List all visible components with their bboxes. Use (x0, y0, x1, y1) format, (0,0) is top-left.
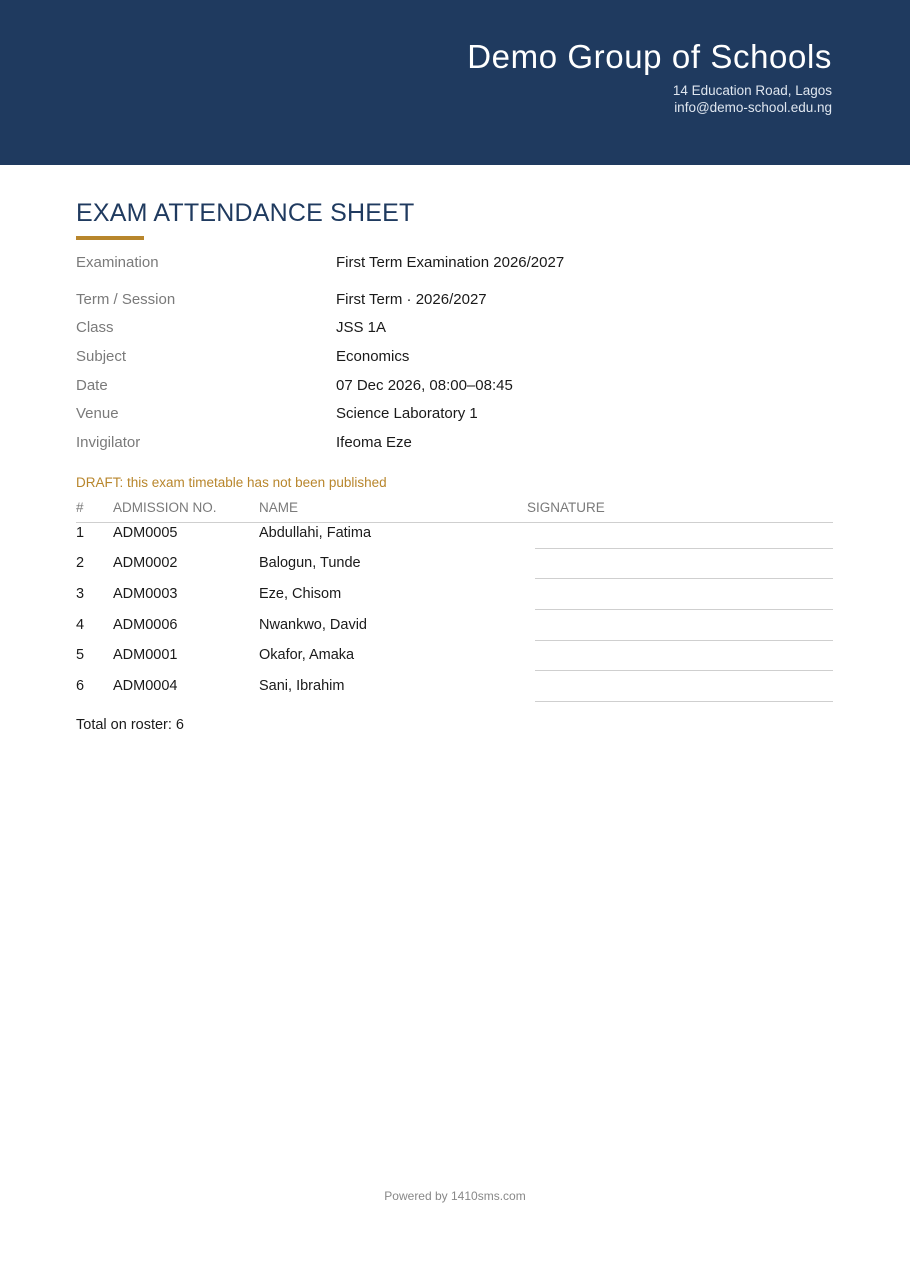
meta-row-subject (76, 348, 836, 368)
table-row (76, 555, 833, 585)
school-address: 14 Education Road, Lagos (672, 83, 832, 98)
document-title: EXAM ATTENDANCE SHEET (76, 199, 415, 227)
row-admission-no: ADM0006 (113, 617, 178, 633)
meta-row-date (76, 377, 836, 397)
signature-line (535, 578, 833, 579)
meta-value-date: 07 Dec 2026, 08:00–08:45 (336, 377, 513, 394)
meta-label-examination: Examination (76, 254, 159, 271)
signature-line (535, 609, 833, 610)
meta-value-venue: Science Laboratory 1 (336, 405, 478, 422)
column-header-signature: SIGNATURE (527, 500, 605, 515)
row-number: 6 (76, 678, 85, 694)
column-header-admission: ADMISSION NO. (113, 500, 217, 515)
table-row (76, 617, 833, 647)
meta-value-subject: Economics (336, 348, 410, 365)
row-student-name: Sani, Ibrahim (259, 678, 345, 694)
school-email: info@demo-school.edu.ng (674, 100, 832, 115)
school-name: Demo Group of Schools (467, 38, 832, 75)
row-student-name: Abdullahi, Fatima (259, 525, 372, 541)
roster-total: Total on roster: 6 (76, 717, 184, 733)
table-row (76, 586, 833, 616)
meta-label-venue: Venue (76, 405, 119, 422)
meta-row-class (76, 319, 836, 339)
row-admission-no: ADM0004 (113, 678, 178, 694)
school-header (0, 0, 910, 165)
row-admission-no: ADM0005 (113, 525, 178, 541)
table-row (76, 678, 833, 708)
meta-label-date: Date (76, 377, 108, 394)
row-number: 3 (76, 586, 85, 602)
row-number: 5 (76, 647, 85, 663)
signature-line (535, 640, 833, 641)
signature-line (535, 548, 833, 549)
meta-value-term-session: First Term · 2026/2027 (336, 291, 487, 308)
meta-value-examination: First Term Examination 2026/2027 (336, 254, 565, 271)
signature-line (535, 701, 833, 702)
row-student-name: Okafor, Amaka (259, 647, 355, 663)
row-admission-no: ADM0001 (113, 647, 178, 663)
meta-label-term-session: Term / Session (76, 291, 176, 308)
meta-label-class: Class (76, 319, 114, 336)
footer-powered-by: Powered by 1410sms.com (384, 1189, 526, 1203)
column-header-number: # (76, 500, 84, 515)
table-row (76, 525, 833, 555)
meta-row-examination (76, 254, 836, 274)
row-admission-no: ADM0002 (113, 555, 178, 571)
row-student-name: Nwankwo, David (259, 617, 367, 633)
meta-label-subject: Subject (76, 348, 127, 365)
attendance-table-header (76, 500, 833, 523)
meta-label-invigilator: Invigilator (76, 434, 141, 451)
meta-value-invigilator: Ifeoma Eze (336, 434, 412, 451)
meta-value-class: JSS 1A (336, 319, 387, 336)
meta-row-term-session (76, 291, 836, 311)
row-number: 1 (76, 525, 85, 541)
column-header-name: NAME (259, 500, 299, 515)
signature-line (535, 670, 833, 671)
draft-notice: DRAFT: this exam timetable has not been published (76, 475, 387, 490)
title-underline (76, 236, 144, 240)
row-admission-no: ADM0003 (113, 586, 178, 602)
table-row (76, 647, 833, 677)
row-student-name: Eze, Chisom (259, 586, 342, 602)
meta-row-venue (76, 405, 836, 425)
meta-row-invigilator (76, 434, 836, 454)
row-number: 4 (76, 617, 85, 633)
row-student-name: Balogun, Tunde (259, 555, 361, 571)
row-number: 2 (76, 555, 85, 571)
